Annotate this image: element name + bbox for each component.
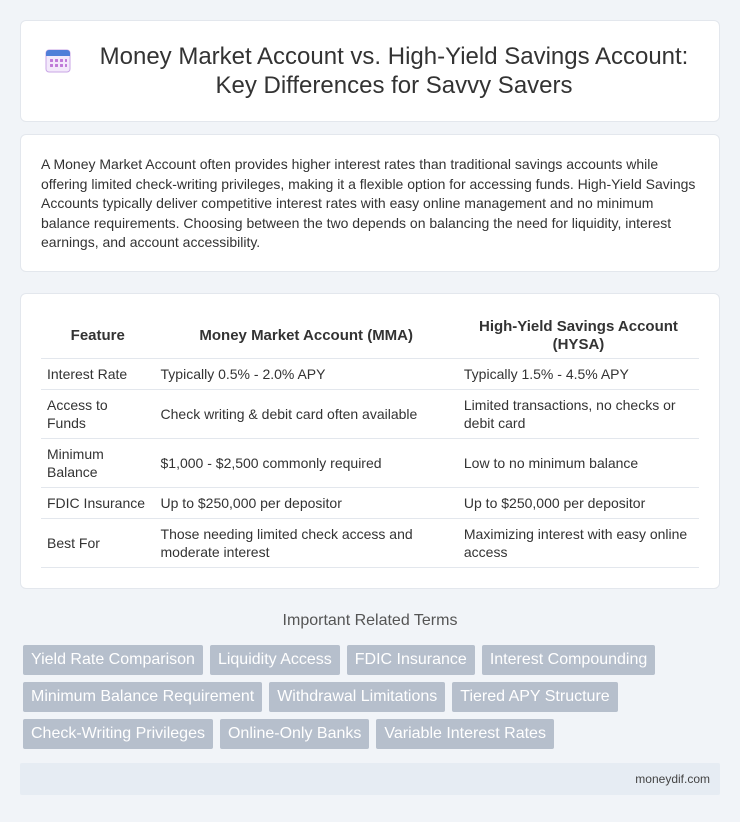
tag-minimum-balance-requirement[interactable]: Minimum Balance Requirement: [23, 682, 262, 712]
cell-hysa: Low to no minimum balance: [458, 439, 699, 488]
tag-interest-compounding[interactable]: Interest Compounding: [482, 645, 655, 675]
tag-yield-rate-comparison[interactable]: Yield Rate Comparison: [23, 645, 203, 675]
page-title: Money Market Account vs. High-Yield Savings Account: Key Differences for Savvy Savers: [99, 43, 689, 99]
tag-fdic-insurance[interactable]: FDIC Insurance: [347, 645, 475, 675]
tag-online-only-banks[interactable]: Online-Only Banks: [220, 719, 369, 749]
cell-mma: Typically 0.5% - 2.0% APY: [155, 359, 458, 390]
table-row: [41, 488, 699, 519]
cell-mma: Those needing limited check access and moderate interest: [155, 519, 458, 568]
header-feature: Feature: [41, 314, 155, 359]
calendar-icon: [45, 47, 71, 73]
cell-hysa: Typically 1.5% - 4.5% APY: [458, 359, 699, 390]
tag-variable-interest-rates[interactable]: Variable Interest Rates: [376, 719, 554, 749]
cell-hysa: Limited transactions, no checks or debit card: [458, 390, 699, 439]
cell-feature: Access to Funds: [41, 390, 155, 439]
header-mma: Money Market Account (MMA): [155, 314, 458, 359]
cell-feature: Interest Rate: [41, 359, 155, 390]
tag-liquidity-access[interactable]: Liquidity Access: [210, 645, 340, 675]
tag-tiered-apy-structure[interactable]: Tiered APY Structure: [452, 682, 617, 712]
related-terms-title: Important Related Terms: [282, 612, 458, 629]
table-header-row: [41, 314, 699, 359]
header-card: [20, 20, 720, 122]
cell-mma: $1,000 - $2,500 commonly required: [155, 439, 458, 488]
tag-withdrawal-limitations[interactable]: Withdrawal Limitations: [269, 682, 445, 712]
cell-feature: FDIC Insurance: [41, 488, 155, 519]
cell-mma: Check writing & debit card often available: [155, 390, 458, 439]
cell-hysa: Maximizing interest with easy online access: [458, 519, 699, 568]
table-row: [41, 519, 699, 568]
intro-card: [20, 134, 720, 272]
footer: [20, 763, 720, 795]
tag-check-writing-privileges[interactable]: Check-Writing Privileges: [23, 719, 213, 749]
table-row: [41, 439, 699, 488]
comparison-card: [20, 293, 720, 589]
table-row: [41, 359, 699, 390]
footer-site-link[interactable]: moneydif.com: [635, 772, 710, 786]
cell-hysa: Up to $250,000 per depositor: [458, 488, 699, 519]
cell-feature: Minimum Balance: [41, 439, 155, 488]
related-terms-tags: [20, 645, 720, 756]
comparison-table: [41, 314, 699, 568]
cell-mma: Up to $250,000 per depositor: [155, 488, 458, 519]
header-hysa: High-Yield Savings Account (HYSA): [458, 314, 699, 359]
cell-feature: Best For: [41, 519, 155, 568]
intro-paragraph: A Money Market Account often provides higher interest rates than traditional savings accounts while offering limited check-writing privileges, making it a flexible option for accessing funds. High-Yield Savings Accounts typically deliver competitive interest rates with easy online management and no minimum balance requirements. Choosing between the two depends on balancing the need for liquidity, interest earnings, and account accessibility.: [41, 156, 696, 250]
table-row: [41, 390, 699, 439]
